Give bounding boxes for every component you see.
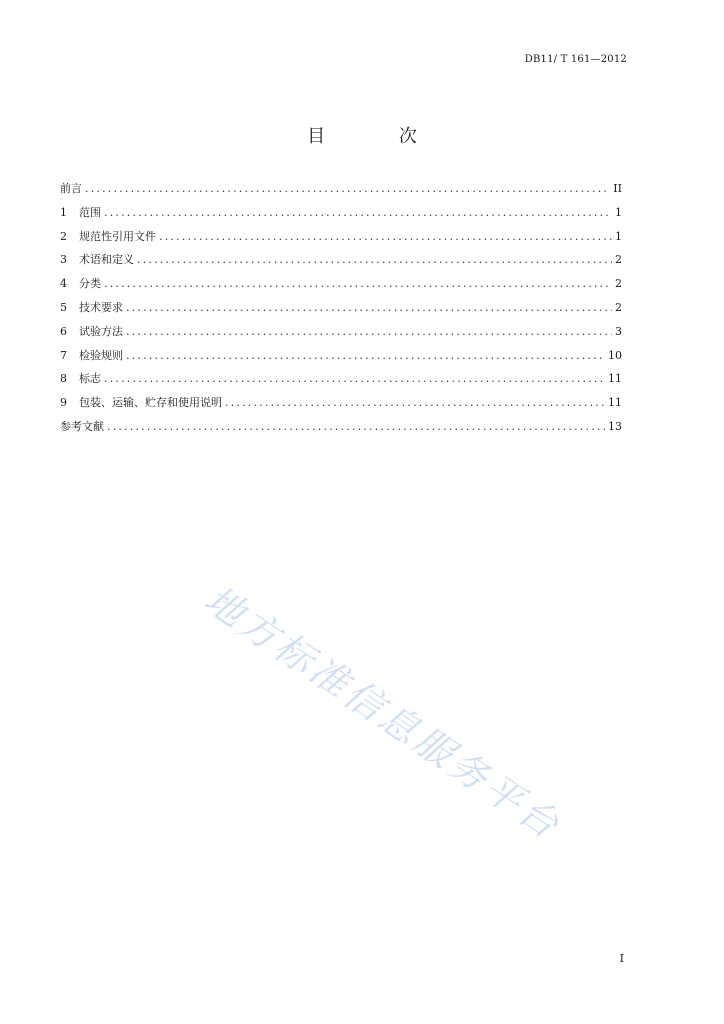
toc-entry-label: 参考文献 [60, 419, 104, 433]
toc-entry-number: 9 [60, 396, 67, 410]
toc-leader-dots [126, 301, 612, 314]
toc-leader-dots [159, 230, 612, 243]
toc-entry-packaging[interactable] [60, 394, 622, 418]
toc-leader-dots [126, 325, 612, 338]
toc-leader-dots [107, 420, 605, 433]
toc-entry-inspection-rules[interactable] [60, 347, 622, 371]
toc-entry-page: 2 [615, 300, 622, 314]
toc-entry-page: 1 [615, 229, 622, 243]
toc-entry-technical-requirements[interactable] [60, 299, 622, 323]
toc-leader-dots [104, 372, 605, 385]
toc-entry-number: 7 [60, 348, 67, 362]
toc-entry-foreword[interactable] [60, 180, 622, 204]
toc-entry-scope[interactable] [60, 204, 622, 228]
standard-code: DB11/ T 161—2012 [524, 54, 627, 65]
table-of-contents [60, 180, 622, 442]
toc-entry-number: 2 [60, 229, 67, 243]
toc-entry-label: 前言 [60, 182, 82, 195]
toc-entry-normative-references[interactable] [60, 228, 622, 252]
toc-entry-page: II [613, 182, 622, 195]
toc-entry-number: 4 [60, 277, 67, 291]
toc-leader-dots [104, 206, 612, 219]
toc-entry-page: 3 [615, 324, 622, 338]
toc-entry-terms[interactable] [60, 251, 622, 275]
toc-entry-label: 范围 [79, 205, 101, 219]
toc-entry-label: 检验规则 [79, 348, 123, 362]
toc-entry-number: 6 [60, 324, 67, 338]
toc-entry-number: 8 [60, 372, 67, 386]
toc-entry-label: 规范性引用文件 [79, 229, 156, 243]
toc-entry-page: 2 [615, 253, 622, 267]
toc-entry-label: 分类 [79, 277, 101, 291]
toc-title: 目 次 [307, 126, 451, 147]
toc-entry-classification[interactable] [60, 275, 622, 299]
toc-leader-dots [137, 253, 612, 266]
toc-entry-label: 包装、运输、贮存和使用说明 [79, 396, 222, 410]
toc-leader-dots [225, 396, 605, 409]
toc-entry-number: 3 [60, 253, 67, 267]
toc-entry-page: 2 [615, 277, 622, 291]
toc-entry-label: 术语和定义 [79, 253, 134, 267]
toc-entry-number: 1 [60, 205, 67, 219]
toc-leader-dots [104, 277, 612, 290]
toc-entry-page: 11 [608, 396, 622, 410]
toc-entry-number: 5 [60, 300, 67, 314]
toc-entry-bibliography[interactable] [60, 418, 622, 442]
toc-entry-label: 技术要求 [79, 300, 123, 314]
toc-entry-label: 标志 [79, 372, 101, 386]
toc-entry-page: 1 [615, 205, 622, 219]
toc-leader-dots [85, 182, 610, 195]
toc-entry-page: 10 [608, 348, 622, 362]
page-number: I [619, 952, 624, 965]
toc-entry-label: 试验方法 [79, 324, 123, 338]
toc-entry-marking[interactable] [60, 370, 622, 394]
watermark: 地方标准信息服务平台 [196, 577, 570, 849]
toc-leader-dots [126, 349, 605, 362]
toc-entry-page: 13 [608, 419, 622, 433]
toc-entry-page: 11 [608, 372, 622, 386]
toc-entry-test-methods[interactable] [60, 323, 622, 347]
